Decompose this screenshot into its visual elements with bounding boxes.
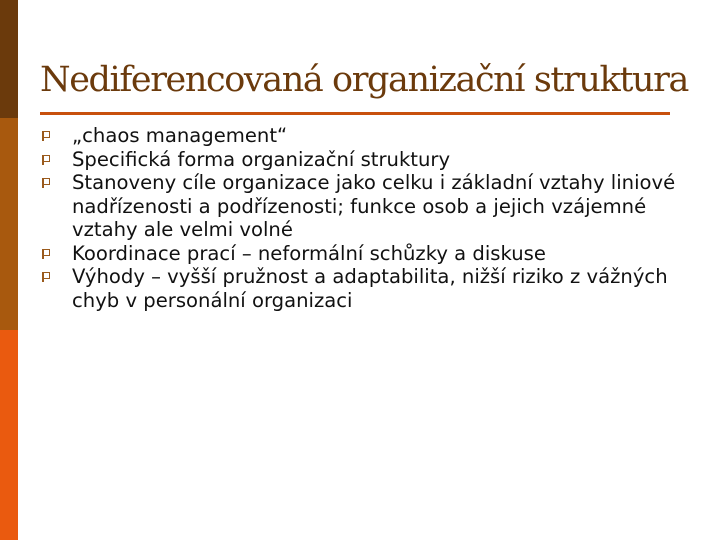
bullet-item xyxy=(42,124,702,148)
bullet-item xyxy=(42,171,702,242)
bullet-list xyxy=(42,124,702,312)
square-bullet-icon xyxy=(42,249,51,259)
bullet-item xyxy=(42,242,702,266)
title-underline xyxy=(40,112,670,115)
slide-title: Nediferencovaná organizační struktura xyxy=(40,60,688,100)
square-bullet-icon xyxy=(42,272,51,282)
bullet-text: Výhody – vyšší pružnost a adaptabilita, nižší riziko z vážných chyb v personální organizaci xyxy=(72,265,668,312)
bullet-text: „chaos management“ xyxy=(72,124,288,147)
square-bullet-icon xyxy=(42,131,51,141)
bullet-text: Koordinace prací – neformální schůzky a diskuse xyxy=(72,241,546,265)
bullet-text: Specifická forma organizační struktury xyxy=(72,147,451,171)
bullet-text: Stanoveny cíle organizace jako celku i základní vztahy liniové nadřízenosti a podřízenosti; funkce osob a jejich vzájemné vztahy ale velmi volné xyxy=(72,171,676,241)
left-accent-bar xyxy=(0,0,18,540)
accent-bar-bottom-segment xyxy=(0,330,18,540)
bullet-item xyxy=(42,148,702,172)
square-bullet-icon xyxy=(42,155,51,165)
bullet-item xyxy=(42,265,702,312)
accent-bar-middle-segment xyxy=(0,118,18,330)
accent-bar-top-segment xyxy=(0,0,18,118)
square-bullet-icon xyxy=(42,178,51,188)
